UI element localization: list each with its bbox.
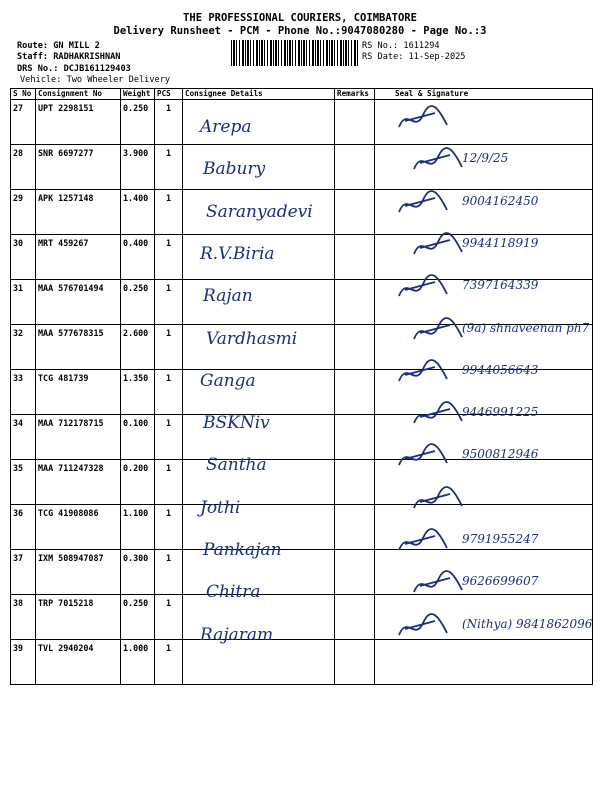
row-consignment-no: SNR 6697277 xyxy=(36,145,121,190)
row-remarks-cell xyxy=(335,190,375,235)
row-weight: 0.400 xyxy=(121,235,155,280)
signature-scribble xyxy=(395,357,455,391)
row-weight: 0.200 xyxy=(121,460,155,505)
row-remarks-cell xyxy=(335,640,375,685)
row-weight: 1.000 xyxy=(121,640,155,685)
row-remarks-cell xyxy=(335,550,375,595)
runsheet-subtitle: Delivery Runsheet - PCM - Phone No.:9047080280 - Page No.:3 xyxy=(113,25,487,37)
consignee-handwritten-name: R.V.Biria xyxy=(200,243,275,264)
row-consignee-cell xyxy=(183,640,335,685)
row-sno: 32 xyxy=(11,325,36,370)
row-weight: 3.900 xyxy=(121,145,155,190)
consignee-handwritten-name: Jothi xyxy=(200,497,241,518)
table-row xyxy=(11,460,593,505)
row-pcs: 1 xyxy=(155,415,183,460)
row-remarks-cell xyxy=(335,505,375,550)
col-consignment: Consignment No xyxy=(36,89,121,100)
consignee-handwritten-name: Vardhasmi xyxy=(206,328,298,349)
col-weight: Weight xyxy=(121,89,155,100)
vehicle-label: Vehicle: Two Wheeler Delivery xyxy=(20,75,171,85)
consignee-handwritten-name: Santha xyxy=(206,455,267,476)
row-weight: 0.250 xyxy=(121,280,155,325)
drs-label: DRS No.: DCJB161129403 xyxy=(17,64,131,74)
row-pcs: 1 xyxy=(155,145,183,190)
col-pcs: PCS xyxy=(155,89,183,100)
row-remarks-cell xyxy=(335,280,375,325)
row-sno: 31 xyxy=(11,280,36,325)
row-sno: 27 xyxy=(11,100,36,145)
row-consignment-no: MAA 712178715 xyxy=(36,415,121,460)
col-sno: S No xyxy=(11,89,36,100)
row-pcs: 1 xyxy=(155,190,183,235)
table-header-row xyxy=(11,89,593,100)
signature-handwritten-note: 9004162450 xyxy=(462,193,539,208)
consignee-handwritten-name: Chitra xyxy=(206,582,261,603)
signature-scribble xyxy=(410,484,470,518)
row-remarks-cell xyxy=(335,235,375,280)
row-remarks-cell xyxy=(335,325,375,370)
row-remarks-cell xyxy=(335,370,375,415)
col-remarks: Remarks xyxy=(335,89,375,100)
signature-handwritten-note: (9a) shnaveenan ph7 xyxy=(462,320,590,335)
signature-scribble xyxy=(410,230,470,264)
row-pcs: 1 xyxy=(155,100,183,145)
row-weight: 0.100 xyxy=(121,415,155,460)
consignee-handwritten-name: BSKNiv xyxy=(203,413,270,434)
row-consignment-no: IXM 508947087 xyxy=(36,550,121,595)
row-weight: 1.350 xyxy=(121,370,155,415)
consignee-handwritten-name: Arepa xyxy=(200,117,252,137)
signature-handwritten-note: 9500812946 xyxy=(462,447,539,462)
signature-handwritten-note: 9791955247 xyxy=(462,532,539,546)
row-sno: 36 xyxy=(11,505,36,550)
table-row xyxy=(11,100,593,145)
row-weight: 0.300 xyxy=(121,550,155,595)
row-weight: 1.400 xyxy=(121,190,155,235)
barcode-image xyxy=(231,40,358,66)
row-remarks-cell xyxy=(335,145,375,190)
row-weight: 0.250 xyxy=(121,595,155,640)
signature-scribble xyxy=(410,145,470,179)
row-consignment-no: MAA 576701494 xyxy=(36,280,121,325)
rs-number: RS No.: 1611294 xyxy=(362,41,440,51)
col-signature: Seal & Signature xyxy=(375,89,593,100)
row-consignment-no: TCG 41908086 xyxy=(36,505,121,550)
row-sno: 33 xyxy=(11,370,36,415)
row-sno: 34 xyxy=(11,415,36,460)
signature-handwritten-note: 7397164339 xyxy=(462,278,539,293)
signature-scribble xyxy=(410,568,470,602)
row-pcs: 1 xyxy=(155,505,183,550)
row-sno: 38 xyxy=(11,595,36,640)
signature-scribble xyxy=(410,315,470,349)
row-consignment-no: APK 1257148 xyxy=(36,190,121,235)
col-consignee: Consignee Details xyxy=(183,89,335,100)
row-sno: 35 xyxy=(11,460,36,505)
row-consignment-no: TRP 7015218 xyxy=(36,595,121,640)
runsheet-table xyxy=(10,88,593,685)
signature-scribble xyxy=(395,103,455,137)
row-pcs: 1 xyxy=(155,640,183,685)
company-title: THE PROFESSIONAL COURIERS, COIMBATORE xyxy=(183,12,417,24)
row-pcs: 1 xyxy=(155,280,183,325)
staff-label: Staff: RADHAKRISHNAN xyxy=(17,52,121,62)
rs-date: RS Date: 11-Sep-2025 xyxy=(362,52,466,62)
row-consignment-no: MRT 459267 xyxy=(36,235,121,280)
signature-handwritten-note: 9944118919 xyxy=(462,235,539,250)
consignee-handwritten-name: Saranyadevi xyxy=(206,201,313,222)
row-pcs: 1 xyxy=(155,325,183,370)
signature-handwritten-note: (Nithya) 9841862096 xyxy=(462,616,593,631)
consignee-handwritten-name: Rajaram xyxy=(200,624,274,645)
row-remarks-cell xyxy=(335,460,375,505)
row-sno: 29 xyxy=(11,190,36,235)
consignee-handwritten-name: Ganga xyxy=(200,370,256,391)
signature-handwritten-note: 12/9/25 xyxy=(462,151,509,166)
row-remarks-cell xyxy=(335,595,375,640)
row-sno: 28 xyxy=(11,145,36,190)
signature-scribble xyxy=(410,399,470,433)
row-consignment-no: MAA 711247328 xyxy=(36,460,121,505)
row-pcs: 1 xyxy=(155,595,183,640)
row-remarks-cell xyxy=(335,415,375,460)
row-signature-cell xyxy=(375,640,593,685)
consignee-handwritten-name: Rajan xyxy=(203,286,253,307)
row-weight: 2.600 xyxy=(121,325,155,370)
route-label: Route: GN MILL 2 xyxy=(17,41,100,51)
row-weight: 1.100 xyxy=(121,505,155,550)
row-consignment-no: TVL 2940204 xyxy=(36,640,121,685)
signature-scribble xyxy=(395,188,455,222)
row-sno: 30 xyxy=(11,235,36,280)
signature-scribble xyxy=(395,441,455,475)
row-remarks-cell xyxy=(335,100,375,145)
row-pcs: 1 xyxy=(155,370,183,415)
consignee-handwritten-name: Pankajan xyxy=(203,540,282,560)
row-sno: 37 xyxy=(11,550,36,595)
signature-scribble xyxy=(395,272,455,306)
row-pcs: 1 xyxy=(155,550,183,595)
consignee-handwritten-name: Babury xyxy=(203,159,266,180)
signature-scribble xyxy=(395,611,455,645)
signature-handwritten-note: 9626699607 xyxy=(462,574,539,589)
signature-scribble xyxy=(395,526,455,560)
row-sno: 39 xyxy=(11,640,36,685)
row-consignment-no: TCG 481739 xyxy=(36,370,121,415)
table-row xyxy=(11,640,593,685)
signature-handwritten-note: 9446991225 xyxy=(462,405,539,420)
signature-handwritten-note: 9944056643 xyxy=(462,362,539,377)
row-weight: 0.250 xyxy=(121,100,155,145)
row-pcs: 1 xyxy=(155,460,183,505)
row-consignment-no: UPT 2298151 xyxy=(36,100,121,145)
row-pcs: 1 xyxy=(155,235,183,280)
row-consignment-no: MAA 577678315 xyxy=(36,325,121,370)
